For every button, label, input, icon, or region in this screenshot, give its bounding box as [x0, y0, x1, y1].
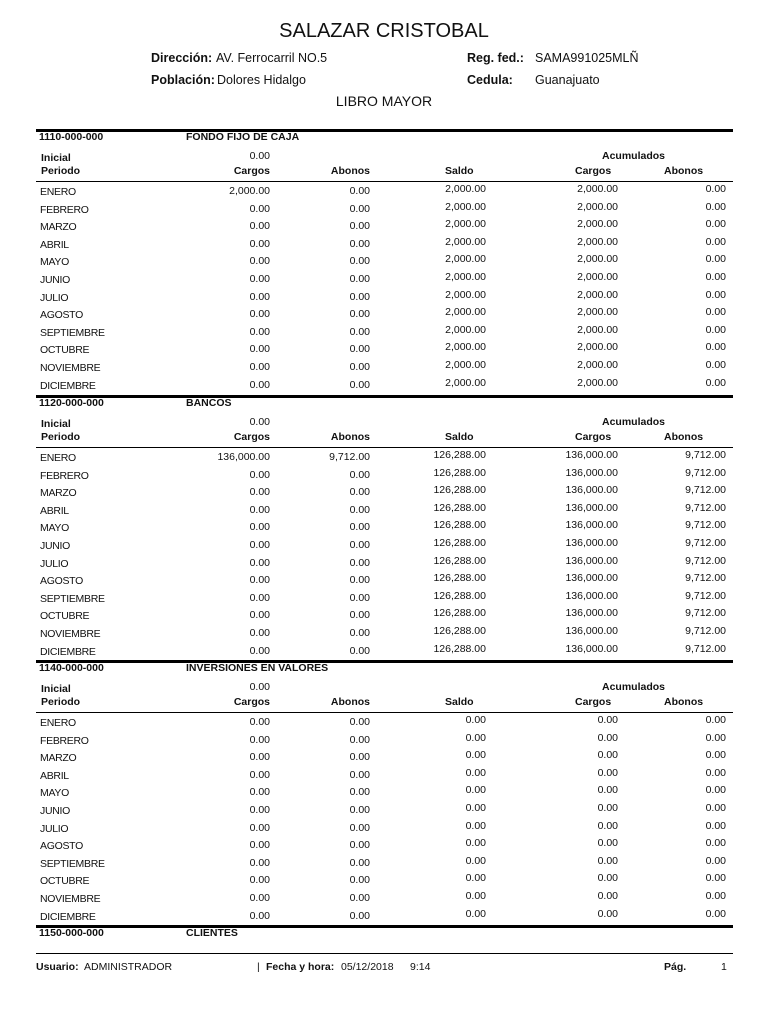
saldo-cell: 0.00 [465, 714, 486, 726]
abonos-cell: 0.00 [349, 874, 370, 887]
abonos-cell: 0.00 [349, 185, 370, 197]
saldo-cell: 2,000.00 [445, 200, 486, 213]
month-cell: AGOSTO [40, 309, 83, 322]
account-section [36, 395, 733, 660]
acum-cargos-cell: 0.00 [597, 854, 618, 867]
acum-abonos-cell: 9,712.00 [685, 607, 726, 620]
acum-abonos-cell: 9,712.00 [685, 554, 726, 567]
cargos-cell: 0.00 [249, 804, 270, 816]
cargos-cell: 0.00 [249, 521, 270, 534]
regfed-value: SAMA991025MLÑ [535, 51, 639, 65]
saldo-cell: 0.00 [465, 784, 486, 797]
acum-abonos-cell: 0.00 [705, 784, 726, 797]
direccion-value: AV. Ferrocarril NO.5 [216, 51, 328, 65]
saldo-cell: 126,288.00 [433, 501, 486, 514]
footer-separator: | [257, 961, 260, 973]
cargos-cell: 2,000.00 [229, 185, 270, 197]
acum-cargos-cell: 136,000.00 [565, 607, 618, 620]
acum-abonos-cell: 9,712.00 [685, 589, 726, 602]
inicial-label: Inicial [41, 418, 71, 430]
acum-abonos-cell: 0.00 [705, 376, 726, 389]
pag-value: 1 [721, 961, 727, 973]
acum-abonos-cell: 0.00 [705, 183, 726, 195]
saldo-cell: 126,288.00 [433, 625, 486, 637]
saldo-cell: 2,000.00 [445, 271, 486, 283]
saldo-cell: 2,000.00 [445, 376, 486, 389]
acum-cargos-cell: 0.00 [597, 872, 618, 885]
cargos-cell: 0.00 [249, 325, 270, 338]
saldo-cell: 126,288.00 [433, 572, 486, 585]
acum-cargos-header: Cargos [575, 165, 612, 177]
account-name: INVERSIONES EN VALORES [186, 662, 329, 674]
cargos-cell: 0.00 [249, 574, 270, 587]
saldo-cell: 126,288.00 [433, 642, 486, 655]
month-cell: ENERO [40, 452, 76, 464]
periodo-header: Periodo [41, 165, 81, 177]
abonos-cell: 0.00 [349, 574, 370, 587]
saldo-cell: 126,288.00 [433, 466, 486, 479]
acum-cargos-cell: 2,000.00 [577, 323, 618, 336]
cargos-cell: 0.00 [249, 220, 270, 233]
acum-cargos-cell: 136,000.00 [565, 589, 618, 602]
month-cell: ENERO [40, 186, 76, 198]
abonos-cell: 0.00 [349, 503, 370, 516]
acum-abonos-cell: 0.00 [705, 323, 726, 336]
cargos-cell: 0.00 [249, 839, 270, 852]
month-cell: ENERO [40, 717, 76, 729]
cargos-cell: 0.00 [249, 273, 270, 285]
periodo-header: Periodo [41, 431, 81, 443]
acum-cargos-cell: 0.00 [597, 749, 618, 762]
month-cell: MAYO [40, 787, 69, 800]
report-title: LIBRO MAYOR [335, 93, 433, 109]
acum-cargos-cell: 0.00 [597, 907, 618, 920]
saldo-cell: 0.00 [465, 766, 486, 779]
acum-cargos-cell: 0.00 [597, 784, 618, 797]
cargos-cell: 0.00 [249, 308, 270, 321]
month-cell: FEBRERO [40, 734, 89, 747]
cargos-cell: 0.00 [249, 768, 270, 781]
saldo-cell: 0.00 [465, 872, 486, 885]
month-cell: DICIEMBRE [40, 645, 96, 658]
account-section [36, 925, 733, 941]
month-cell: MAYO [40, 522, 69, 535]
inicial-value: 0.00 [249, 681, 270, 693]
acum-abonos-cell: 9,712.00 [685, 501, 726, 514]
abonos-cell: 0.00 [349, 768, 370, 781]
acum-abonos-cell: 9,712.00 [685, 572, 726, 585]
acum-abonos-cell: 9,712.00 [685, 449, 726, 461]
acum-cargos-cell: 136,000.00 [565, 625, 618, 637]
abonos-cell: 0.00 [349, 255, 370, 268]
month-cell: MARZO [40, 487, 77, 500]
section-top-border [36, 129, 733, 132]
acum-cargos-cell: 0.00 [597, 890, 618, 902]
regfed-label: Reg. fed.: [467, 51, 524, 65]
poblacion-value: Dolores Hidalgo [217, 73, 306, 87]
cargos-cell: 0.00 [249, 486, 270, 499]
fecha-value: 05/12/2018 [341, 961, 394, 973]
abonos-cell: 9,712.00 [329, 451, 370, 463]
abonos-cell: 0.00 [349, 273, 370, 285]
acum-cargos-cell: 136,000.00 [565, 519, 618, 532]
acum-cargos-cell: 2,000.00 [577, 341, 618, 354]
acum-abonos-cell: 9,712.00 [685, 519, 726, 532]
month-cell: FEBRERO [40, 469, 89, 482]
abonos-cell: 0.00 [349, 786, 370, 799]
abonos-cell: 0.00 [349, 716, 370, 728]
acum-abonos-header: Abonos [664, 165, 704, 177]
acum-cargos-cell: 0.00 [597, 802, 618, 814]
abonos-cell: 0.00 [349, 609, 370, 622]
cargos-cell: 0.00 [249, 909, 270, 922]
month-cell: DICIEMBRE [40, 910, 96, 923]
month-cell: JULIO [40, 557, 69, 570]
acum-cargos-header: Cargos [575, 431, 612, 443]
abonos-cell: 0.00 [349, 856, 370, 869]
acum-abonos-cell: 0.00 [705, 854, 726, 867]
abonos-header: Abonos [330, 165, 370, 177]
cargos-cell: 0.00 [249, 786, 270, 799]
acum-cargos-cell: 136,000.00 [565, 466, 618, 479]
account-section [36, 660, 733, 925]
saldo-cell: 0.00 [465, 907, 486, 920]
acum-cargos-cell: 136,000.00 [565, 537, 618, 549]
acum-abonos-cell: 9,712.00 [685, 642, 726, 655]
acum-abonos-cell: 0.00 [705, 819, 726, 832]
cargos-cell: 0.00 [249, 644, 270, 657]
cedula-label: Cedula: [467, 73, 513, 87]
saldo-cell: 2,000.00 [445, 183, 486, 195]
account-section [36, 129, 733, 394]
pag-label: Pág. [664, 961, 687, 973]
abonos-cell: 0.00 [349, 804, 370, 816]
cargos-cell: 0.00 [249, 716, 270, 728]
footer-divider [36, 953, 733, 954]
acum-abonos-cell: 0.00 [705, 235, 726, 248]
saldo-cell: 2,000.00 [445, 235, 486, 248]
acum-cargos-cell: 2,000.00 [577, 235, 618, 248]
account-code: 1110-000-000 [39, 131, 104, 143]
abonos-cell: 0.00 [349, 591, 370, 604]
acum-abonos-cell: 9,712.00 [685, 466, 726, 479]
abonos-cell: 0.00 [349, 468, 370, 481]
month-cell: SEPTIEMBRE [40, 326, 105, 339]
month-cell: AGOSTO [40, 575, 83, 588]
saldo-cell: 2,000.00 [445, 253, 486, 266]
usuario-label: Usuario: [36, 961, 79, 973]
abonos-cell: 0.00 [349, 486, 370, 499]
cargos-cell: 0.00 [249, 290, 270, 303]
cargos-cell: 0.00 [249, 237, 270, 250]
section-top-border [36, 925, 733, 928]
abonos-cell: 0.00 [349, 733, 370, 746]
account-code: 1120-000-000 [39, 397, 104, 409]
month-cell: JUNIO [40, 540, 71, 552]
month-cell: OCTUBRE [40, 875, 90, 888]
acum-abonos-cell: 0.00 [705, 714, 726, 726]
abonos-cell: 0.00 [349, 308, 370, 321]
saldo-cell: 0.00 [465, 802, 486, 814]
abonos-cell: 0.00 [349, 343, 370, 356]
acum-cargos-cell: 2,000.00 [577, 253, 618, 266]
acum-cargos-cell: 0.00 [597, 766, 618, 779]
cargos-cell: 0.00 [249, 627, 270, 639]
acum-cargos-cell: 136,000.00 [565, 484, 618, 497]
acum-abonos-cell: 0.00 [705, 802, 726, 814]
acum-cargos-cell: 136,000.00 [565, 572, 618, 585]
abonos-cell: 0.00 [349, 202, 370, 215]
month-cell: ABRIL [40, 769, 69, 782]
acum-abonos-cell: 0.00 [705, 731, 726, 744]
saldo-header: Saldo [445, 165, 474, 177]
saldo-cell: 126,288.00 [433, 519, 486, 532]
acum-cargos-cell: 136,000.00 [565, 554, 618, 567]
cargos-cell: 0.00 [249, 361, 270, 373]
acum-cargos-cell: 2,000.00 [577, 359, 618, 371]
account-name: FONDO FIJO DE CAJA [186, 131, 300, 143]
acum-cargos-cell: 136,000.00 [565, 642, 618, 655]
acum-abonos-cell: 0.00 [705, 872, 726, 885]
month-cell: AGOSTO [40, 840, 83, 853]
abonos-cell: 0.00 [349, 909, 370, 922]
month-cell: FEBRERO [40, 203, 89, 216]
acum-abonos-header: Abonos [664, 431, 704, 443]
acum-cargos-cell: 2,000.00 [577, 288, 618, 301]
cargos-cell: 0.00 [249, 821, 270, 834]
saldo-cell: 126,288.00 [433, 589, 486, 602]
cedula-value: Guanajuato [535, 73, 600, 87]
cargos-cell: 0.00 [249, 539, 270, 551]
month-cell: JULIO [40, 822, 69, 835]
month-cell: OCTUBRE [40, 344, 90, 357]
acum-abonos-cell: 0.00 [705, 288, 726, 301]
acum-abonos-cell: 0.00 [705, 749, 726, 762]
account-name: BANCOS [186, 397, 232, 409]
acumulados-label: Acumulados [602, 150, 666, 162]
acum-abonos-cell: 0.00 [705, 341, 726, 354]
saldo-cell: 0.00 [465, 731, 486, 744]
saldo-cell: 126,288.00 [433, 484, 486, 497]
abonos-cell: 0.00 [349, 539, 370, 551]
acum-cargos-cell: 0.00 [597, 714, 618, 726]
abonos-cell: 0.00 [349, 556, 370, 569]
usuario-value: ADMINISTRADOR [84, 961, 173, 973]
acum-cargos-cell: 136,000.00 [565, 501, 618, 514]
header-divider [36, 712, 733, 713]
acum-cargos-cell: 2,000.00 [577, 271, 618, 283]
account-code: 1140-000-000 [39, 662, 104, 674]
cargos-cell: 0.00 [249, 733, 270, 746]
acum-abonos-cell: 0.00 [705, 890, 726, 902]
cargos-cell: 0.00 [249, 751, 270, 764]
abonos-cell: 0.00 [349, 361, 370, 373]
month-cell: ABRIL [40, 504, 69, 517]
saldo-cell: 0.00 [465, 890, 486, 902]
acum-abonos-cell: 0.00 [705, 359, 726, 371]
acum-abonos-cell: 0.00 [705, 837, 726, 850]
acumulados-label: Acumulados [602, 416, 666, 428]
saldo-cell: 2,000.00 [445, 306, 486, 319]
abonos-cell: 0.00 [349, 839, 370, 852]
cargos-cell: 0.00 [249, 856, 270, 869]
acum-abonos-cell: 9,712.00 [685, 625, 726, 637]
month-cell: JUNIO [40, 274, 71, 286]
saldo-cell: 2,000.00 [445, 218, 486, 231]
cargos-cell: 0.00 [249, 255, 270, 268]
abonos-cell: 0.00 [349, 220, 370, 233]
month-cell: DICIEMBRE [40, 379, 96, 392]
acum-abonos-cell: 0.00 [705, 907, 726, 920]
abonos-cell: 0.00 [349, 290, 370, 303]
cargos-cell: 0.00 [249, 343, 270, 356]
cargos-cell: 0.00 [249, 378, 270, 391]
month-cell: NOVIEMBRE [40, 628, 101, 640]
abonos-header: Abonos [330, 431, 370, 443]
periodo-header: Periodo [41, 696, 81, 708]
inicial-label: Inicial [41, 683, 71, 695]
saldo-cell: 0.00 [465, 819, 486, 832]
acum-abonos-cell: 0.00 [705, 253, 726, 266]
abonos-cell: 0.00 [349, 521, 370, 534]
inicial-value: 0.00 [249, 416, 270, 428]
acum-cargos-cell: 2,000.00 [577, 183, 618, 195]
month-cell: NOVIEMBRE [40, 893, 101, 905]
saldo-cell: 2,000.00 [445, 341, 486, 354]
acum-abonos-cell: 0.00 [705, 200, 726, 213]
acum-abonos-cell: 9,712.00 [685, 537, 726, 549]
inicial-label: Inicial [41, 152, 71, 164]
account-code: 1150-000-000 [39, 927, 104, 939]
abonos-cell: 0.00 [349, 821, 370, 834]
abonos-cell: 0.00 [349, 892, 370, 904]
month-cell: OCTUBRE [40, 610, 90, 623]
acum-abonos-cell: 9,712.00 [685, 484, 726, 497]
acum-abonos-cell: 0.00 [705, 306, 726, 319]
section-top-border [36, 660, 733, 663]
acum-abonos-header: Abonos [664, 696, 704, 708]
acum-cargos-cell: 2,000.00 [577, 200, 618, 213]
month-cell: MARZO [40, 221, 77, 234]
acum-cargos-cell: 136,000.00 [565, 449, 618, 461]
acum-abonos-cell: 0.00 [705, 218, 726, 231]
inicial-value: 0.00 [249, 150, 270, 162]
cargos-header: Cargos [233, 431, 270, 443]
cargos-cell: 136,000.00 [217, 451, 270, 463]
acum-cargos-cell: 2,000.00 [577, 376, 618, 389]
acum-cargos-cell: 0.00 [597, 731, 618, 744]
month-cell: NOVIEMBRE [40, 362, 101, 374]
month-cell: SEPTIEMBRE [40, 857, 105, 870]
acum-abonos-cell: 0.00 [705, 766, 726, 779]
account-name: CLIENTES [186, 927, 238, 939]
month-cell: MARZO [40, 752, 77, 765]
cargos-header: Cargos [233, 696, 270, 708]
cargos-cell: 0.00 [249, 591, 270, 604]
month-cell: ABRIL [40, 238, 69, 251]
company-name: SALAZAR CRISTOBAL [279, 20, 489, 42]
acum-abonos-cell: 0.00 [705, 271, 726, 283]
saldo-cell: 0.00 [465, 749, 486, 762]
cargos-header: Cargos [233, 165, 270, 177]
cargos-cell: 0.00 [249, 503, 270, 516]
cargos-cell: 0.00 [249, 609, 270, 622]
hora-value: 9:14 [410, 961, 431, 973]
cargos-cell: 0.00 [249, 556, 270, 569]
month-cell: MAYO [40, 256, 69, 269]
direccion-label: Dirección: [151, 51, 213, 65]
acum-cargos-header: Cargos [575, 696, 612, 708]
saldo-cell: 2,000.00 [445, 359, 486, 371]
abonos-cell: 0.00 [349, 751, 370, 764]
cargos-cell: 0.00 [249, 202, 270, 215]
header-divider [36, 447, 733, 448]
abonos-cell: 0.00 [349, 627, 370, 639]
abonos-cell: 0.00 [349, 237, 370, 250]
saldo-header: Saldo [445, 431, 474, 443]
acum-cargos-cell: 2,000.00 [577, 306, 618, 319]
saldo-cell: 2,000.00 [445, 323, 486, 336]
month-cell: JULIO [40, 291, 69, 304]
saldo-cell: 2,000.00 [445, 288, 486, 301]
section-top-border [36, 395, 733, 398]
acum-cargos-cell: 0.00 [597, 819, 618, 832]
saldo-cell: 126,288.00 [433, 537, 486, 549]
abonos-cell: 0.00 [349, 378, 370, 391]
saldo-header: Saldo [445, 696, 474, 708]
cargos-cell: 0.00 [249, 874, 270, 887]
month-cell: SEPTIEMBRE [40, 592, 105, 605]
abonos-cell: 0.00 [349, 644, 370, 657]
saldo-cell: 126,288.00 [433, 607, 486, 620]
acumulados-label: Acumulados [602, 681, 666, 693]
poblacion-label: Población: [151, 73, 215, 87]
cargos-cell: 0.00 [249, 468, 270, 481]
abonos-cell: 0.00 [349, 325, 370, 338]
saldo-cell: 0.00 [465, 837, 486, 850]
fecha-label: Fecha y hora: [266, 961, 335, 973]
month-cell: JUNIO [40, 805, 71, 817]
saldo-cell: 126,288.00 [433, 449, 486, 461]
header-divider [36, 181, 733, 182]
saldo-cell: 0.00 [465, 854, 486, 867]
saldo-cell: 126,288.00 [433, 554, 486, 567]
abonos-header: Abonos [330, 696, 370, 708]
acum-cargos-cell: 0.00 [597, 837, 618, 850]
acum-cargos-cell: 2,000.00 [577, 218, 618, 231]
cargos-cell: 0.00 [249, 892, 270, 904]
